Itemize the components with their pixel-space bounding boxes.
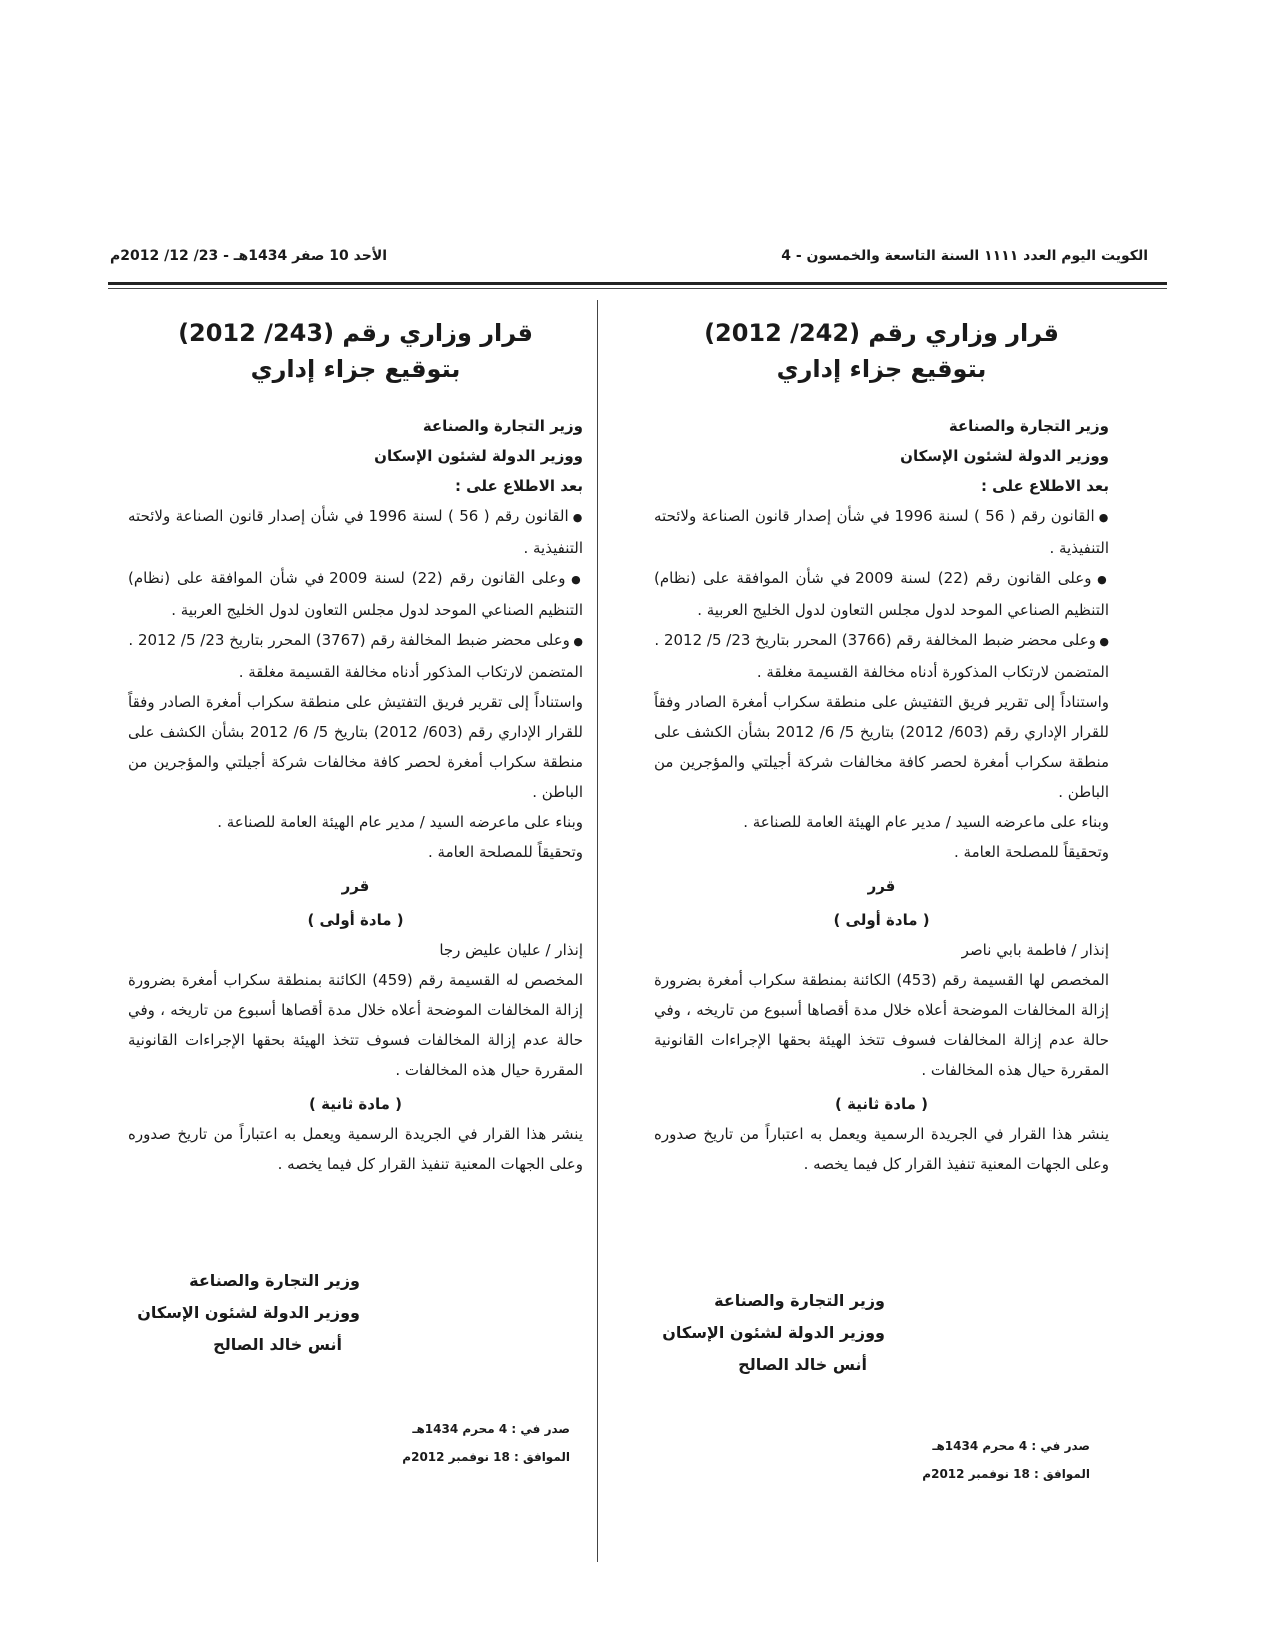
corresponding-date: الموافق : 18 نوفمبر 2012م	[402, 1450, 570, 1464]
column-divider	[597, 300, 598, 1562]
decree-242-column	[654, 315, 1109, 1179]
body-paragraph: واستناداً إلى تقرير فريق التفتيش على منطقة سكراب أمغرة الصادر وفقاً للقرار الإداري رقم (603/ 2012) بتاريخ 5/ 6/ 2012 بشأن الكشف على منطقة سكراب أمغرة لحصر كافة مخالفات شركة أجيلتي والمؤجرين من الباطن .	[654, 693, 1110, 801]
legal-basis-item: ● وعلى القانون رقم (22) لسنة 2009 في شأن الموافقة على (نظام) التنظيم الصناعي الموحد لدول مجلس التعاون لدول الخليج العربية .	[654, 563, 1109, 625]
decided-heading: قرر	[867, 877, 896, 895]
article-2-text: ينشر هذا القرار في الجريدة الرسمية ويعمل به اعتباراً من تاريخ صدوره وعلى الجهات المعنية تنفيذ القرار كل فيما يخصه .	[654, 1125, 1109, 1173]
decree-subtitle: بتوقيع جزاء إداري	[776, 355, 987, 383]
decree-243-dates	[340, 1415, 570, 1471]
body-paragraph: وبناء على ماعرضه السيد / مدير عام الهيئة العامة للصناعة .	[217, 813, 583, 831]
issuer-line: وزير التجارة والصناعة	[948, 417, 1109, 435]
decree-243-column	[128, 315, 583, 1179]
article-1-heading: ( مادة أولى )	[833, 911, 930, 929]
header-rule-thick	[108, 282, 1167, 285]
decree-title: قرار وزاري رقم (242/ 2012)	[704, 319, 1059, 347]
decree-242-signature	[655, 1285, 885, 1381]
decree-243-signature	[130, 1265, 360, 1361]
body-paragraph: المتضمن لارتكاب المذكورة أدناه مخالفة القسيمة مغلقة .	[756, 663, 1109, 681]
signature-line: ووزير الدولة لشئون الإسكان	[662, 1323, 885, 1342]
signature-line: ووزير الدولة لشئون الإسكان	[137, 1303, 360, 1322]
preamble: بعد الاطلاع على :	[454, 477, 583, 495]
legal-basis-item: ● وعلى القانون رقم (22) لسنة 2009 في شأن الموافقة على (نظام) التنظيم الصناعي الموحد لدول مجلس التعاون لدول الخليج العربية .	[128, 563, 583, 625]
signatory-name: أنس خالد الصالح	[738, 1355, 867, 1374]
issuer-line: ووزير الدولة لشئون الإسكان	[374, 447, 583, 465]
legal-basis-item: ● القانون رقم ( 56 ) لسنة 1996 في شأن إصدار قانون الصناعة ولائحته التنفيذية .	[654, 501, 1109, 563]
header-rule-thin	[108, 288, 1167, 289]
issuer-line: ووزير الدولة لشئون الإسكان	[900, 447, 1109, 465]
decree-title: قرار وزاري رقم (243/ 2012)	[178, 319, 533, 347]
body-paragraph: وتحقيقاً للمصلحة العامة .	[954, 843, 1109, 861]
body-paragraph: وتحقيقاً للمصلحة العامة .	[428, 843, 583, 861]
legal-basis-item: ● وعلى محضر ضبط المخالفة رقم (3766) المحرر بتاريخ 23/ 5/ 2012 .	[654, 625, 1109, 657]
decree-242-dates	[860, 1432, 1090, 1488]
article-2-text: ينشر هذا القرار في الجريدة الرسمية ويعمل به اعتباراً من تاريخ صدوره وعلى الجهات المعنية تنفيذ القرار كل فيما يخصه .	[128, 1125, 583, 1173]
legal-basis-item: ● القانون رقم ( 56 ) لسنة 1996 في شأن إصدار قانون الصناعة ولائحته التنفيذية .	[128, 501, 583, 563]
legal-basis-item: ● وعلى محضر ضبط المخالفة رقم (3767) المحرر بتاريخ 23/ 5/ 2012 .	[128, 625, 583, 657]
body-paragraph: وبناء على ماعرضه السيد / مدير عام الهيئة العامة للصناعة .	[743, 813, 1109, 831]
article-2-heading: ( مادة ثانية )	[309, 1095, 402, 1113]
decided-heading: قرر	[341, 877, 370, 895]
issuer-line: وزير التجارة والصناعة	[422, 417, 583, 435]
signatory-name: أنس خالد الصالح	[213, 1335, 342, 1354]
running-header-left: الأحد 10 صفر 1434هـ - 23/ 12/ 2012م	[110, 248, 388, 264]
signature-line: وزير التجارة والصناعة	[714, 1291, 885, 1310]
preamble: بعد الاطلاع على :	[980, 477, 1109, 495]
warning-line: إنذار / فاطمة بابي ناصر	[961, 941, 1109, 959]
decree-subtitle: بتوقيع جزاء إداري	[250, 355, 461, 383]
article-2-heading: ( مادة ثانية )	[835, 1095, 928, 1113]
warning-line: إنذار / عليان عليض رجا	[439, 941, 583, 959]
issued-date: صدر في : 4 محرم 1434هـ	[932, 1439, 1090, 1453]
issued-date: صدر في : 4 محرم 1434هـ	[412, 1422, 570, 1436]
corresponding-date: الموافق : 18 نوفمبر 2012م	[922, 1467, 1090, 1481]
body-paragraph: واستناداً إلى تقرير فريق التفتيش على منطقة سكراب أمغرة الصادر وفقاً للقرار الإداري رقم (603/ 2012) بتاريخ 5/ 6/ 2012 بشأن الكشف على منطقة سكراب أمغرة لحصر كافة مخالفات شركة أجيلتي والمؤجرين من الباطن .	[128, 693, 584, 801]
running-header-right: الكويت اليوم العدد ١١١١ السنة التاسعة والخمسون - 4	[781, 248, 1148, 264]
article-1-text: المخصص له القسيمة رقم (459) الكائنة بمنطقة سكراب أمغرة بضرورة إزالة المخالفات الموضحة أعلاه خلال مدة أقصاها أسبوع من تاريخه ، وفي حالة عدم إزالة المخالفات فسوف تتخذ الهيئة بحقها الإجراءات القانونية المقررة حيال هذه المخالفات .	[128, 971, 583, 1079]
article-1-text: المخصص لها القسيمة رقم (453) الكائنة بمنطقة سكراب أمغرة بضرورة إزالة المخالفات الموضحة أعلاه خلال مدة أقصاها أسبوع من تاريخه ، وفي حالة عدم إزالة المخالفات فسوف تتخذ الهيئة بحقها الإجراءات القانونية المقررة حيال هذه المخالفات .	[654, 971, 1109, 1079]
article-1-heading: ( مادة أولى )	[307, 911, 404, 929]
body-paragraph: المتضمن لارتكاب المذكور أدناه مخالفة القسيمة مغلقة .	[238, 663, 583, 681]
signature-line: وزير التجارة والصناعة	[189, 1271, 360, 1290]
